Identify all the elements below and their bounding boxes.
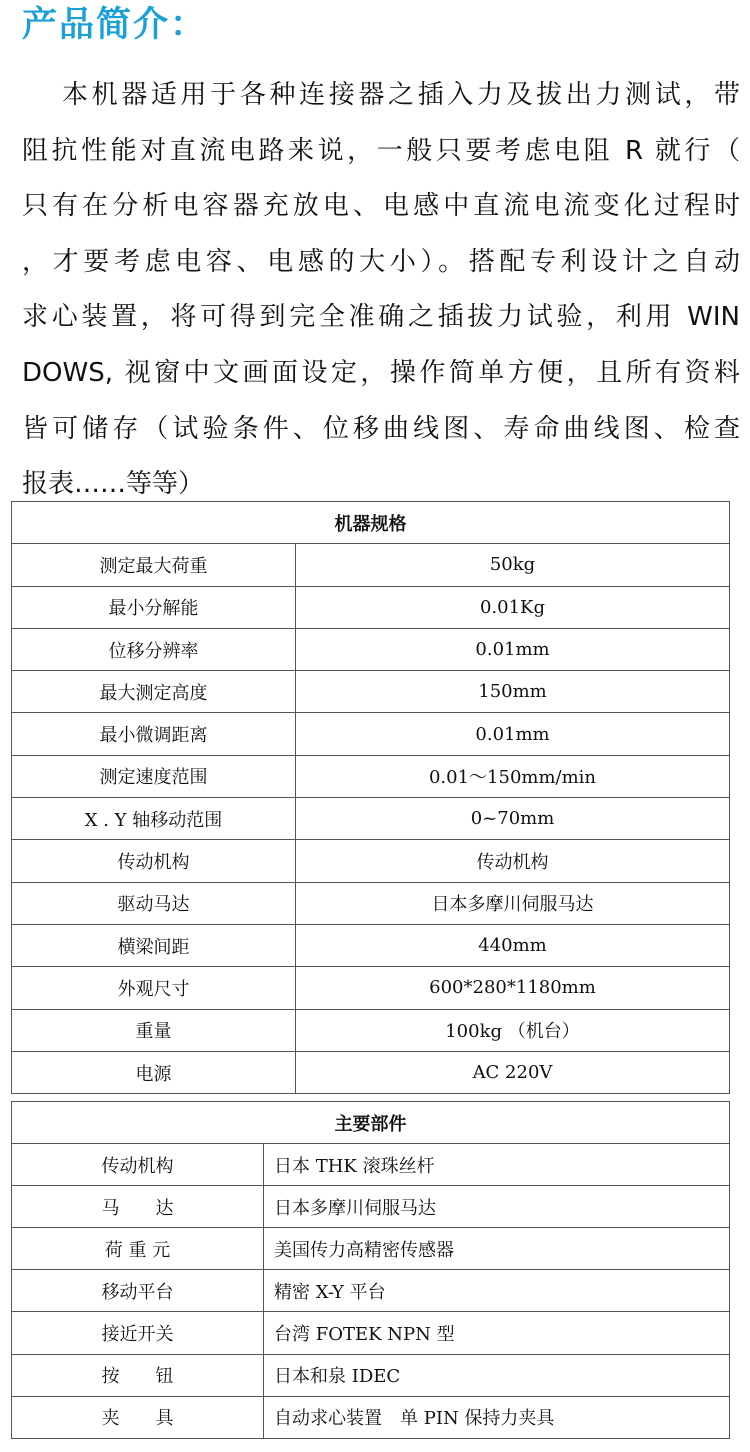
spec-value: 600*280*1180mm xyxy=(296,967,730,1009)
spec-value: 0.01Kg xyxy=(296,586,730,628)
component-label: 夹 具 xyxy=(12,1396,264,1438)
spec-value: 0.01mm xyxy=(296,628,730,670)
table-row xyxy=(12,924,730,966)
table-row xyxy=(12,671,730,713)
table-header-row xyxy=(12,502,730,544)
spec-value: 0~70mm xyxy=(296,798,730,840)
table-row xyxy=(12,586,730,628)
spec-label: 最小分解能 xyxy=(12,586,296,628)
component-label: 传动机构 xyxy=(12,1144,264,1186)
spec-value: 传动机构 xyxy=(296,840,730,882)
table-row xyxy=(12,1186,730,1228)
intro-line: 只有在分析电容器充放电、电感中直流电流变化过程时 xyxy=(22,191,740,222)
component-label: 荷 重 元 xyxy=(12,1228,264,1270)
spec-label: 测定最大荷重 xyxy=(12,544,296,586)
spec-label: 电源 xyxy=(12,1051,296,1093)
table-row xyxy=(12,628,730,670)
component-label: 接近开关 xyxy=(12,1312,264,1354)
spec-value: 0.01mm xyxy=(296,713,730,755)
spec-value: 150mm xyxy=(296,671,730,713)
table-row xyxy=(12,967,730,1009)
table-row xyxy=(12,755,730,797)
intro-line: DOWS, 视窗中文画面设定，操作简单方便，且所有资料 xyxy=(22,357,740,388)
component-value: 台湾 FOTEK NPN 型 xyxy=(264,1312,730,1354)
spec-label: 最小微调距离 xyxy=(12,713,296,755)
component-value: 日本 THK 滚珠丝杆 xyxy=(264,1144,730,1186)
machine-spec-title: 机器规格 xyxy=(12,502,730,544)
table-row xyxy=(12,798,730,840)
spec-value: AC 220V xyxy=(296,1051,730,1093)
intro-line: 皆可储存（试验条件、位移曲线图、寿命曲线图、检查 xyxy=(22,413,740,444)
table-row xyxy=(12,882,730,924)
spec-label: 外观尺寸 xyxy=(12,967,296,1009)
table-row xyxy=(12,840,730,882)
table-row xyxy=(12,1009,730,1051)
table-row xyxy=(12,1270,730,1312)
table-row xyxy=(12,1051,730,1093)
component-value: 自动求心装置 单 PIN 保持力夹具 xyxy=(264,1396,730,1438)
spec-value: 日本多摩川伺服马达 xyxy=(296,882,730,924)
spec-label: 位移分辨率 xyxy=(12,628,296,670)
component-value: 日本多摩川伺服马达 xyxy=(264,1186,730,1228)
spec-value: 50kg xyxy=(296,544,730,586)
component-value: 精密 X-Y 平台 xyxy=(264,1270,730,1312)
component-label: 移动平台 xyxy=(12,1270,264,1312)
spec-label: 传动机构 xyxy=(12,840,296,882)
table-row xyxy=(12,1144,730,1186)
intro-line: ，才要考虑电容、电感的大小）。搭配专利设计之自动 xyxy=(22,246,740,277)
spec-value: 440mm xyxy=(296,924,730,966)
spec-label: 重量 xyxy=(12,1009,296,1051)
intro-paragraph xyxy=(22,68,740,513)
components-title: 主要部件 xyxy=(12,1102,730,1144)
table-row xyxy=(12,1396,730,1438)
table-row xyxy=(12,713,730,755)
spec-label: X . Y 轴移动范围 xyxy=(12,798,296,840)
table-row xyxy=(12,544,730,586)
intro-line: 求心装置，将可得到完全准确之插拔力试验，利用 WIN xyxy=(22,302,740,333)
component-label: 按 钮 xyxy=(12,1354,264,1396)
spec-value: 100kg （机台） xyxy=(296,1009,730,1051)
page-heading: 产品简介： xyxy=(22,5,208,45)
component-value: 美国传力高精密传感器 xyxy=(264,1228,730,1270)
intro-line: 本机器适用于各种连接器之插入力及拔出力测试，带 xyxy=(62,80,740,110)
component-label: 马 达 xyxy=(12,1186,264,1228)
intro-line: 报表……等等） xyxy=(22,469,205,500)
machine-spec-table xyxy=(11,501,730,1094)
spec-label: 测定速度范围 xyxy=(12,755,296,797)
component-value: 日本和泉 IDEC xyxy=(264,1354,730,1396)
spec-label: 最大测定高度 xyxy=(12,671,296,713)
spec-label: 驱动马达 xyxy=(12,882,296,924)
spec-label: 横梁间距 xyxy=(12,924,296,966)
table-header-row xyxy=(12,1102,730,1144)
table-row xyxy=(12,1228,730,1270)
components-table xyxy=(11,1101,730,1439)
intro-line: 阻抗性能对直流电路来说，一般只要考虑电阻 R 就行（ xyxy=(22,135,740,166)
table-row xyxy=(12,1354,730,1396)
spec-value: 0.01～150mm/min xyxy=(296,755,730,797)
table-row xyxy=(12,1312,730,1354)
